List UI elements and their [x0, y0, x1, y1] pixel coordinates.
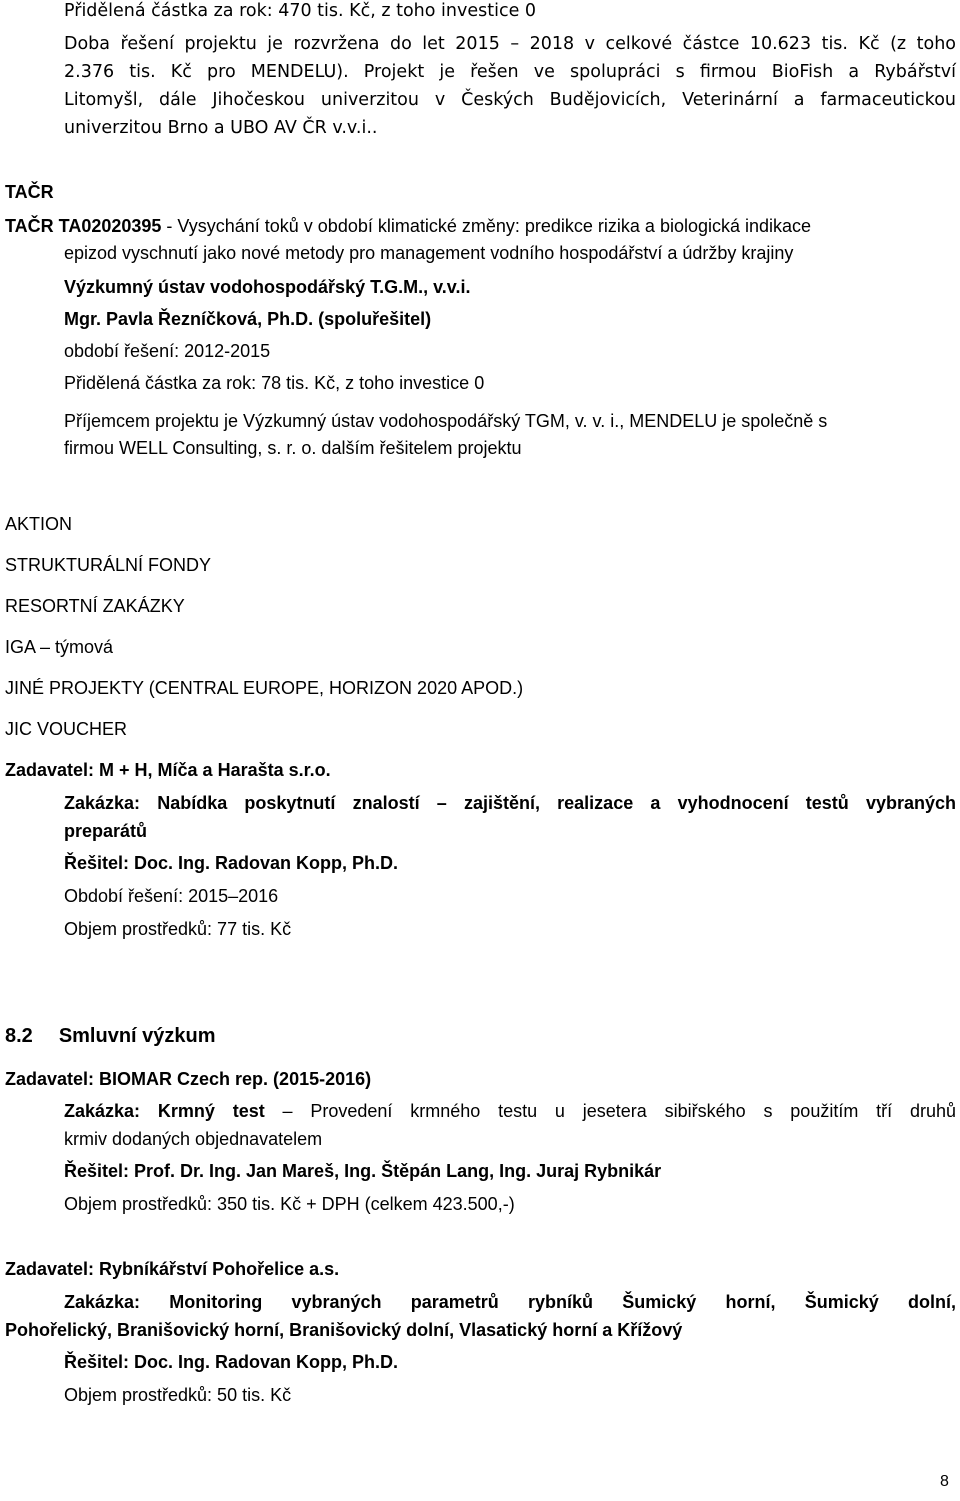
- section-iga: IGA – týmová: [5, 637, 114, 657]
- jic-period: Období řešení: 2015–2016: [64, 886, 279, 906]
- intro-line-5: univerzitou Brno a UBO AV ČR v.v.i..: [64, 118, 378, 138]
- tacr-project-title-line2: epizod vyschnutí jako nové metody pro management vodního hospodářství a údržby krajiny: [64, 243, 794, 263]
- chapter-heading: [5, 1024, 216, 1048]
- jic-budget: Objem prostředků: 77 tis. Kč: [64, 919, 292, 939]
- pohorelice-client: Zadavatel: Rybníkářství Pohořelice a.s.: [5, 1259, 340, 1279]
- tacr-note-line2: firmou WELL Consulting, s. r. o. dalším řešitelem projektu: [64, 438, 522, 458]
- section-strukturalni-fondy: STRUKTURÁLNÍ FONDY: [5, 555, 212, 575]
- pohorelice-order-line2: Pohořelický, Branišovický horní, Branišovický dolní, Vlasatický horní a Křížový: [5, 1320, 683, 1340]
- biomar-order-rest: – Provedení krmného testu u jesetera sibiřského s použitím tří druhů: [264, 1101, 956, 1121]
- intro-line-3: 2.376 tis. Kč pro MENDELU). Projekt je řešen ve spolupráci s firmou BioFish a Rybářství: [64, 62, 956, 82]
- tacr-project-code: TAČR TA02020395: [5, 216, 162, 236]
- tacr-institution: Výzkumný ústav vodohospodářský T.G.M., v.v.i.: [64, 277, 471, 297]
- chapter-title: Smluvní výzkum: [58, 1025, 216, 1047]
- section-jic-voucher: JIC VOUCHER: [5, 719, 128, 739]
- tacr-period: období řešení: 2012-2015: [64, 341, 271, 361]
- pohorelice-solver: Řešitel: Doc. Ing. Radovan Kopp, Ph.D.: [64, 1352, 399, 1372]
- section-aktion: AKTION: [5, 514, 73, 534]
- chapter-number: 8.2: [5, 1025, 33, 1047]
- tacr-amount: Přidělená částka za rok: 78 tis. Kč, z toho investice 0: [64, 373, 485, 393]
- tacr-project-title: [5, 215, 811, 237]
- jic-order-line1: Zakázka: Nabídka poskytnutí znalostí – zajištění, realizace a vyhodnocení testů vybraných: [64, 793, 956, 813]
- tacr-person: Mgr. Pavla Řezníčková, Ph.D. (spoluřešitel): [64, 309, 432, 329]
- intro-line-1: Přidělená částka za rok: 470 tis. Kč, z toho investice 0: [64, 1, 537, 21]
- biomar-solver: Řešitel: Prof. Dr. Ing. Jan Mareš, Ing. Štěpán Lang, Ing. Juraj Rybnikár: [64, 1161, 662, 1181]
- intro-line-2: Doba řešení projektu je rozvržena do let 2015 – 2018 v celkové částce 10.623 tis. Kč (z toho: [64, 34, 956, 54]
- jic-order-line2: preparátů: [64, 821, 148, 841]
- biomar-budget: Objem prostředků: 350 tis. Kč + DPH (celkem 423.500,-): [64, 1194, 515, 1214]
- pohorelice-order-line1: Zakázka: Monitoring vybraných parametrů rybníků Šumický horní, Šumický dolní,: [64, 1292, 956, 1312]
- jic-client: Zadavatel: M + H, Míča a Harašta s.r.o.: [5, 760, 331, 780]
- pohorelice-budget: Objem prostředků: 50 tis. Kč: [64, 1385, 292, 1405]
- tacr-note-line1: Příjemcem projektu je Výzkumný ústav vodohospodářský TGM, v. v. i., MENDELU je společně s: [64, 411, 828, 431]
- biomar-order-line1: [64, 1100, 956, 1122]
- intro-line-4: Litomyšl, dále Jihočeskou univerzitou v Českých Budějovicích, Veterinární a farmaceutickou: [64, 90, 956, 110]
- jic-solver: Řešitel: Doc. Ing. Radovan Kopp, Ph.D.: [64, 853, 399, 873]
- section-jine-projekty: JINÉ PROJEKTY (CENTRAL EUROPE, HORIZON 2020 APOD.): [5, 678, 524, 698]
- tacr-heading: TAČR: [5, 182, 54, 202]
- tacr-project-title-rest: - Vysychání toků v období klimatické změny: predikce rizika a biologická indikace: [161, 216, 812, 236]
- section-resortni-zakazky: RESORTNÍ ZAKÁZKY: [5, 596, 185, 616]
- biomar-client: Zadavatel: BIOMAR Czech rep. (2015-2016): [5, 1069, 372, 1089]
- biomar-order-label: Zakázka: Krmný test: [64, 1101, 265, 1121]
- biomar-order-line2: krmiv dodaných objednavatelem: [64, 1129, 323, 1149]
- page-number: 8: [940, 1473, 949, 1490]
